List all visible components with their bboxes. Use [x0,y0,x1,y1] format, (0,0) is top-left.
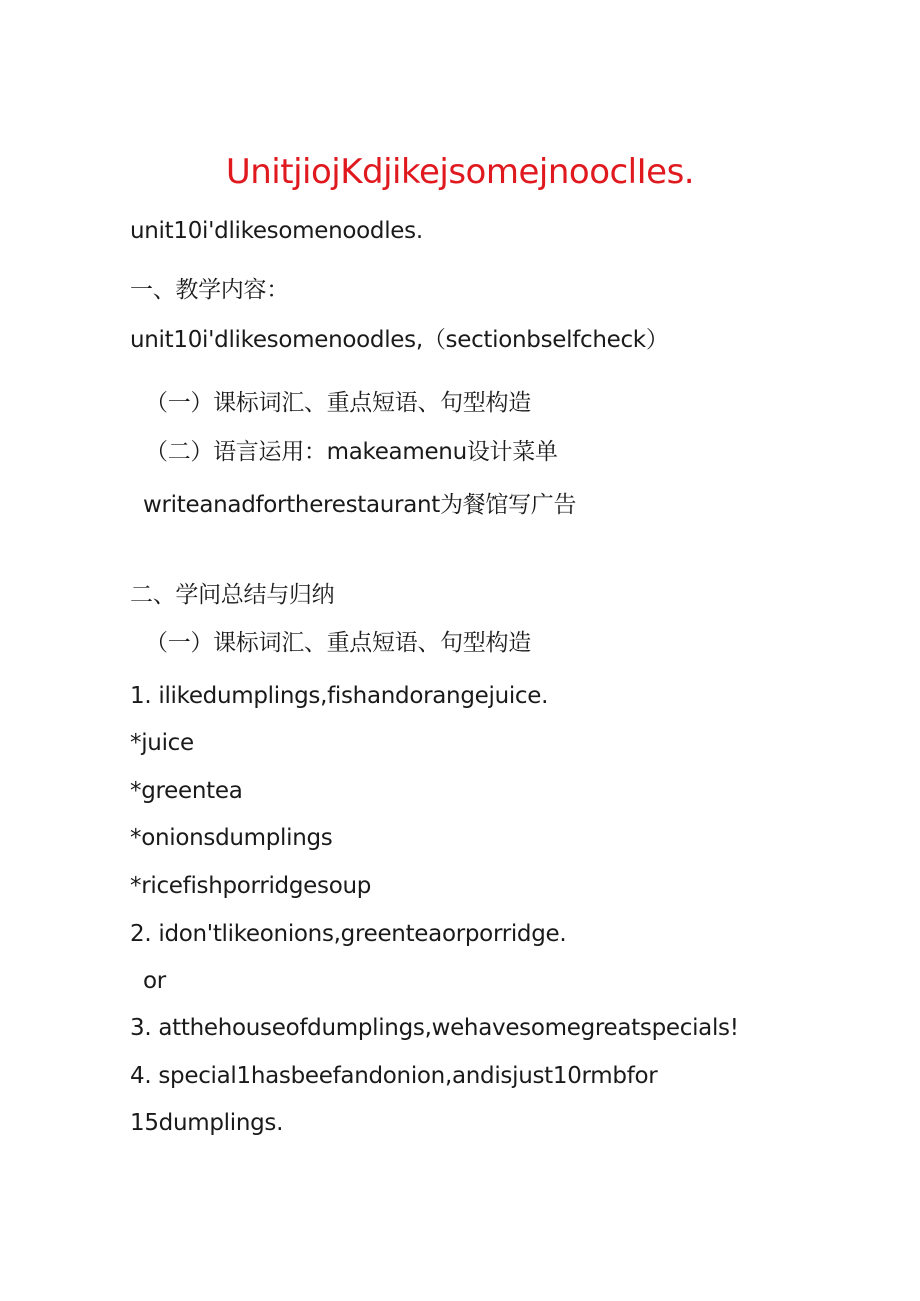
bullet-rice-fish: *ricefishporridgesoup [130,873,372,899]
list-item-4-continued: 15dumplings. [130,1110,284,1136]
list-item-1: 1. ilikedumplings,fishandorangejuice. [130,683,549,709]
bullet-onions-dumplings: *onionsdumplings [130,825,333,851]
unit-section-line: unit10i'dlikesomenoodles,（sectionbselfcheck） [130,327,669,353]
subsection-language-use: （二）语言运用：makeamenu设计菜单 [145,439,558,465]
bullet-greentea: *greentea [130,778,243,804]
list-item-4: 4. special1hasbeefandonion,andisjust10rmbfor [130,1063,658,1089]
list-item-3: 3. atthehouseofdumplings,wehavesomegreatspecials! [130,1015,739,1041]
section-heading-teaching-content: 一、教学内容： [130,277,289,303]
subsection-vocabulary: （一）课标词汇、重点短语、句型构造 [145,390,531,416]
language-use-detail: writeanadfortherestaurant为餐馆写广告 [143,492,577,518]
document-title: UnitjiojKdjikejsomejnooclIes. [225,152,695,192]
section-heading-summary: 二、学问总结与归纳 [130,582,335,608]
subsection-vocabulary-2: （一）课标词汇、重点短语、句型构造 [145,630,531,656]
subtitle-line: unit10i'dlikesomenoodles. [130,218,423,244]
bullet-juice: *juice [130,730,194,756]
or-line: or [143,968,166,994]
list-item-2: 2. idon'tlikeonions,greenteaorporridge. [130,921,567,947]
